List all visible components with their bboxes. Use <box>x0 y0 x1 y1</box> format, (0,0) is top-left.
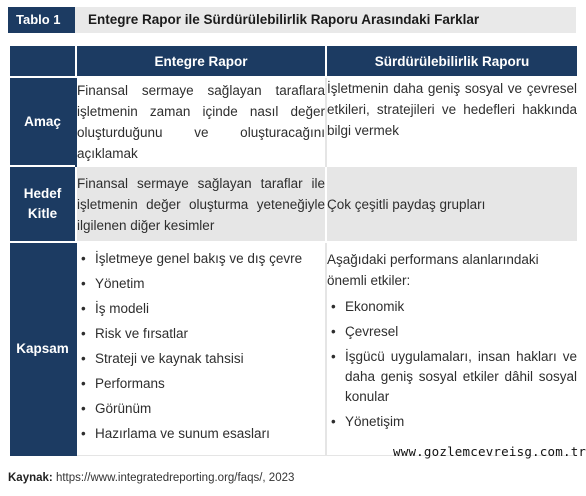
comparison-table <box>8 44 577 456</box>
row-header-hedef-line1: Hedef <box>23 186 62 201</box>
amac-entegre-cell: Finansal sermaye sağlayan taraflara işletmenin zaman içinde nasıl değer oluşturduğunu ve oluşturacağını açıklamak <box>76 77 326 166</box>
list-item: • Strateji ve kaynak tahsisi <box>77 349 325 369</box>
row-header-kapsam: Kapsam <box>9 242 76 456</box>
source-note <box>8 472 294 484</box>
watermark-url: www.gozlemcevreisg.com.tr <box>393 444 586 459</box>
header-corner <box>9 45 76 77</box>
list-item: • Çevresel <box>327 322 577 342</box>
hedef-entegre-cell: Finansal sermaye sağlayan taraflar ile işletmenin değer oluşturma yeteneğiyle ilgilenen diğer kesimler <box>76 166 326 242</box>
list-item: • Performans <box>77 374 325 394</box>
list-item: • İşletmeye genel bakış ve dış çevre <box>77 249 325 269</box>
list-item: • Risk ve fırsatlar <box>77 324 325 344</box>
kapsam-surdurulebilirlik-intro: Aşağıdaki performans alanlarındaki önemli etkiler: <box>327 252 539 288</box>
list-item: • Yönetim <box>77 274 325 294</box>
column-header-surdurulebilirlik: Sürdürülebilirlik Raporu <box>326 45 577 77</box>
header-row <box>9 45 577 77</box>
kapsam-surdurulebilirlik-cell <box>326 242 577 456</box>
list-item: • Ekonomik <box>327 297 577 317</box>
table-row-hedef-kitle <box>9 166 577 242</box>
list-item: • Yönetişim <box>327 412 577 432</box>
table-title: Entegre Rapor ile Sürdürülebilirlik Raporu Arasındaki Farklar <box>88 12 480 27</box>
list-item: • İşgücü uygulamaları, insan hakları ve daha geniş sosyal etkiler dâhil sosyal konular <box>327 347 577 407</box>
row-header-hedef-line2: Kitle <box>27 206 58 221</box>
table-row-kapsam <box>9 242 577 456</box>
table-row-amac <box>9 77 577 166</box>
table-title-bar <box>8 7 576 33</box>
amac-surdurulebilirlik-cell: İşletmenin daha geniş sosyal ve çevresel etkileri, stratejileri ve hedefleri hakkında bilgi vermek <box>326 77 577 166</box>
kapsam-surdurulebilirlik-list <box>327 297 577 432</box>
row-header-hedef-kitle <box>9 166 76 242</box>
source-label: Kaynak: <box>8 472 53 484</box>
kapsam-entegre-list <box>77 249 325 444</box>
column-header-entegre: Entegre Rapor <box>76 45 326 77</box>
list-item: • İş modeli <box>77 299 325 319</box>
source-text: https://www.integratedreporting.org/faqs/, 2023 <box>52 472 295 484</box>
list-item: • Hazırlama ve sunum esasları <box>77 424 325 444</box>
list-item: • Görünüm <box>77 399 325 419</box>
row-header-amac: Amaç <box>9 77 76 166</box>
hedef-surdurulebilirlik-cell: Çok çeşitli paydaş grupları <box>326 166 577 242</box>
table-number-tag: Tablo 1 <box>8 7 75 33</box>
kapsam-entegre-cell <box>76 242 326 456</box>
